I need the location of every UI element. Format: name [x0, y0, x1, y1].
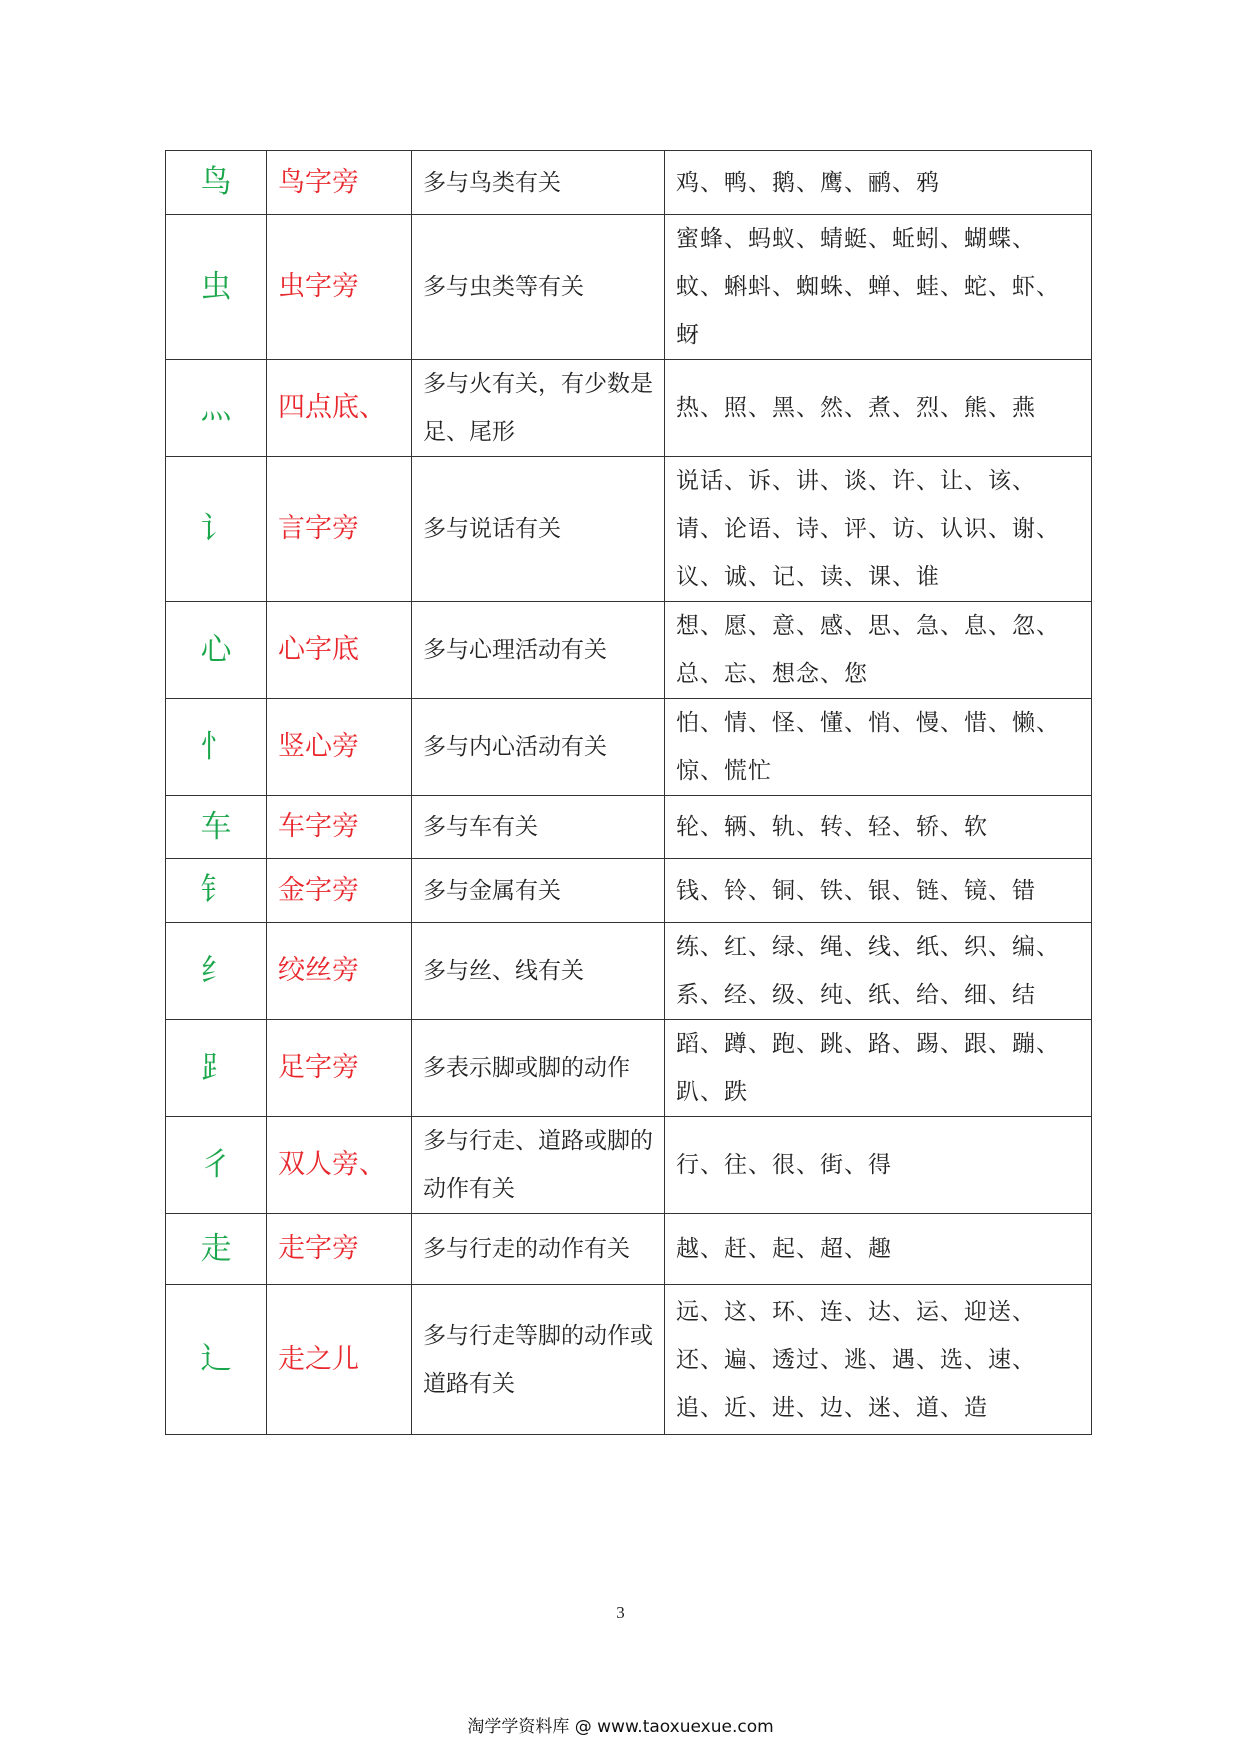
examples-cell [665, 360, 1092, 457]
radical-cell [166, 859, 267, 923]
meaning-text: 多与丝、线有关 [423, 958, 584, 984]
radical-cell [166, 1214, 267, 1285]
radical-name-cell [267, 215, 412, 360]
examples-text: 怕、情、怪、懂、悄、慢、惜、懒、惊、慌忙 [676, 710, 1060, 784]
examples-text: 练、红、绿、绳、线、纸、织、编、系、经、级、纯、纸、给、细、结 [676, 934, 1060, 1008]
radical-name: 走之儿 [278, 1343, 359, 1375]
examples-cell [665, 1117, 1092, 1214]
meaning-text: 多与说话有关 [423, 516, 561, 542]
meaning-text: 多与心理活动有关 [423, 637, 607, 663]
meaning-cell [412, 1285, 665, 1435]
meaning-text: 多与鸟类有关 [423, 169, 561, 196]
meaning-text: 多与行走、道路或脚的动作有关 [423, 1128, 653, 1202]
examples-text: 蹈、蹲、跑、跳、路、踢、跟、蹦、趴、跌 [676, 1031, 1060, 1105]
radical-cell [166, 151, 267, 215]
meaning-cell [412, 151, 665, 215]
examples-text: 想、愿、意、感、思、急、息、忽、总、忘、想念、您 [676, 613, 1060, 687]
meaning-cell [412, 457, 665, 602]
radical-name-cell [267, 1020, 412, 1117]
meaning-cell [412, 1117, 665, 1214]
radical-glyph: 钅 [200, 872, 232, 908]
examples-text: 蜜蜂、蚂蚁、蜻蜓、蚯蚓、蝴蝶、蚊、蝌蚪、蜘蛛、蝉、蛙、蛇、虾、蚜 [676, 226, 1060, 348]
table-row [166, 1117, 1092, 1214]
radical-cell [166, 699, 267, 796]
radical-cell [166, 1285, 267, 1435]
radical-glyph: 忄 [200, 728, 232, 765]
page-number: 3 [616, 1603, 625, 1622]
meaning-text: 多与内心活动有关 [423, 734, 607, 760]
radical-table [165, 150, 1092, 1435]
meaning-text: 多表示脚或脚的动作 [423, 1055, 630, 1081]
examples-cell [665, 1285, 1092, 1435]
radical-glyph: 鸟 [200, 164, 232, 200]
examples-cell [665, 699, 1092, 796]
meaning-text: 多与行走等脚的动作或道路有关 [423, 1322, 653, 1397]
radical-name-cell [267, 151, 412, 215]
radical-name: 虫字旁 [278, 271, 359, 302]
radical-name: 心字底 [278, 634, 359, 665]
table-row [166, 796, 1092, 859]
radical-name: 四点底、 [278, 392, 386, 423]
meaning-cell [412, 796, 665, 859]
meaning-cell [412, 923, 665, 1020]
examples-cell [665, 1020, 1092, 1117]
examples-text: 行、往、很、街、得 [676, 1152, 892, 1178]
radical-cell [166, 923, 267, 1020]
meaning-text: 多与车有关 [423, 814, 538, 840]
radical-name: 金字旁 [278, 874, 359, 906]
radical-name-cell [267, 699, 412, 796]
examples-cell [665, 859, 1092, 923]
radical-name-cell [267, 923, 412, 1020]
radical-glyph: 心 [200, 631, 232, 668]
radical-glyph: 彳 [200, 1146, 232, 1183]
radical-cell [166, 1117, 267, 1214]
meaning-text: 多与行走的动作有关 [423, 1236, 630, 1262]
radical-name-cell [267, 457, 412, 602]
radical-name: 言字旁 [278, 513, 359, 544]
examples-cell [665, 923, 1092, 1020]
radical-name-cell [267, 859, 412, 923]
examples-text: 钱、铃、铜、铁、银、链、镜、错 [676, 877, 1036, 904]
table-row [166, 1214, 1092, 1285]
examples-cell [665, 215, 1092, 360]
radical-glyph: 灬 [200, 389, 232, 426]
radical-glyph: 走 [200, 1230, 232, 1267]
radical-name: 走字旁 [278, 1233, 359, 1264]
examples-text: 越、赶、起、超、趣 [676, 1236, 892, 1262]
table-row [166, 1285, 1092, 1435]
examples-text: 轮、辆、轨、转、轻、轿、软 [676, 814, 988, 840]
radical-glyph: 辶 [200, 1341, 232, 1377]
table-row [166, 215, 1092, 360]
radical-name: 绞丝旁 [278, 955, 359, 986]
radical-name-cell [267, 602, 412, 699]
table-row [166, 699, 1092, 796]
meaning-text: 多与虫类等有关 [423, 274, 584, 300]
radical-glyph: 讠 [200, 510, 232, 547]
meaning-cell [412, 859, 665, 923]
meaning-text: 多与火有关，有少数是足、尾形 [423, 371, 653, 445]
radical-name-cell [267, 796, 412, 859]
table-row [166, 859, 1092, 923]
radical-cell [166, 1020, 267, 1117]
meaning-cell [412, 1214, 665, 1285]
radical-name: 车字旁 [278, 811, 359, 842]
meaning-cell [412, 602, 665, 699]
radical-name-cell [267, 1117, 412, 1214]
radical-cell [166, 360, 267, 457]
examples-cell [665, 1214, 1092, 1285]
meaning-cell [412, 699, 665, 796]
table-row [166, 1020, 1092, 1117]
examples-text: 说话、诉、讲、谈、许、让、该、请、论语、诗、评、访、认识、谢、议、诚、记、读、课、谁 [676, 468, 1060, 590]
table-row [166, 360, 1092, 457]
examples-cell [665, 457, 1092, 602]
radical-glyph: 纟 [200, 952, 232, 989]
examples-text: 远、这、环、连、达、运、迎送、还、遍、透过、逃、遇、选、速、追、近、进、边、迷、道、造 [676, 1298, 1036, 1421]
radical-name: 鸟字旁 [278, 166, 359, 198]
examples-text: 鸡、鸭、鹅、鹰、鹂、鸦 [676, 169, 940, 196]
radical-name-cell [267, 1214, 412, 1285]
examples-cell [665, 602, 1092, 699]
radical-cell [166, 796, 267, 859]
footer-watermark: 淘学学资料库 @ www.taoxuexue.com [467, 1717, 774, 1737]
radical-name: 双人旁、 [278, 1149, 386, 1180]
meaning-cell [412, 360, 665, 457]
meaning-text: 多与金属有关 [423, 877, 561, 904]
radical-glyph: 虫 [200, 268, 232, 305]
radical-cell [166, 215, 267, 360]
examples-cell [665, 151, 1092, 215]
table-row [166, 923, 1092, 1020]
meaning-cell [412, 1020, 665, 1117]
table-row [166, 151, 1092, 215]
radical-name: 足字旁 [278, 1052, 359, 1083]
examples-text: 热、照、黑、然、煮、烈、熊、燕 [676, 395, 1036, 421]
radical-name: 竖心旁 [278, 731, 359, 762]
radical-cell [166, 602, 267, 699]
radical-cell [166, 457, 267, 602]
radical-name-cell [267, 1285, 412, 1435]
table-row [166, 457, 1092, 602]
meaning-cell [412, 215, 665, 360]
radical-name-cell [267, 360, 412, 457]
examples-cell [665, 796, 1092, 859]
table-row [166, 602, 1092, 699]
radical-glyph: ⻊ [200, 1049, 232, 1086]
radical-glyph: 车 [200, 808, 232, 845]
